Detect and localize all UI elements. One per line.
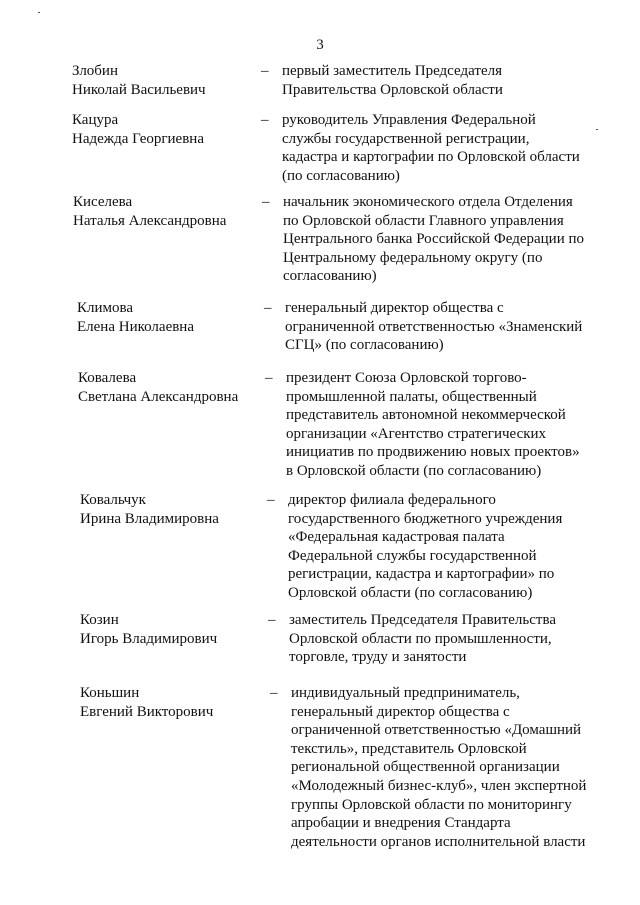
position-line: группы Орловской области по мониторингу bbox=[291, 796, 572, 813]
member-surname: Климова bbox=[77, 300, 134, 316]
member-position bbox=[282, 111, 602, 185]
position-line: кадастра и картографии по Орловской области bbox=[282, 149, 580, 166]
position-line: СГЦ» (по согласованию) bbox=[285, 337, 444, 354]
member-given-names: Игорь Владимирович bbox=[80, 630, 218, 647]
separator-dash: – bbox=[262, 194, 270, 210]
member-name bbox=[77, 299, 194, 336]
position-line: промышленной палаты, общественный bbox=[286, 388, 537, 405]
position-line: торговле, труду и занятости bbox=[289, 649, 467, 666]
separator-dash: – bbox=[267, 492, 275, 508]
position-line: Федеральной службы государственной bbox=[288, 547, 537, 564]
position-line: генеральный директор общества с bbox=[285, 300, 504, 316]
position-line: согласованию) bbox=[283, 268, 377, 285]
member-given-names: Николай Васильевич bbox=[72, 81, 206, 98]
separator-dash: – bbox=[270, 685, 278, 701]
member-given-names: Надежда Георгиевна bbox=[72, 130, 204, 147]
position-line: заместитель Председателя Правительства bbox=[289, 612, 557, 628]
member-surname: Киселева bbox=[73, 194, 133, 210]
member-name bbox=[80, 491, 219, 528]
position-line: регистрации, кадастра и картографии» по bbox=[288, 566, 555, 583]
member-surname: Коньшин bbox=[80, 685, 140, 701]
position-line: апробации и внедрения Стандарта bbox=[291, 815, 511, 832]
position-line: ограниченной ответственностью «Домашний bbox=[291, 722, 582, 739]
position-line: в Орловской области (по согласованию) bbox=[286, 462, 542, 479]
position-line: президент Союза Орловской торгово- bbox=[286, 370, 527, 386]
position-line: Центральному федеральному округу (по bbox=[283, 249, 543, 266]
separator-dash: – bbox=[261, 63, 269, 79]
position-line: организации «Агентство стратегических bbox=[286, 425, 547, 442]
member-surname: Злобин bbox=[72, 63, 118, 79]
member-name bbox=[80, 611, 217, 648]
member-surname: Ковальчук bbox=[80, 492, 146, 508]
position-line: государственного бюджетного учреждения bbox=[288, 510, 563, 527]
position-line: первый заместитель Председателя bbox=[282, 63, 502, 79]
separator-dash: – bbox=[265, 370, 273, 386]
position-line: «Федеральная кадастровая палата bbox=[288, 529, 505, 546]
scan-speck bbox=[38, 12, 40, 13]
position-line: по Орловской области Главного управления bbox=[283, 212, 564, 229]
position-line: Орловской области по промышленности, bbox=[289, 630, 552, 647]
position-line: региональной общественной организации bbox=[291, 759, 560, 776]
scan-speck bbox=[596, 129, 598, 130]
member-position bbox=[286, 369, 606, 481]
position-line: текстиль», представитель Орловской bbox=[291, 740, 527, 757]
member-position bbox=[285, 299, 605, 355]
position-line: «Молодежный бизнес-клуб», член экспертной bbox=[291, 777, 587, 794]
separator-dash: – bbox=[264, 300, 272, 316]
member-position bbox=[283, 193, 603, 286]
member-given-names: Светлана Александровна bbox=[78, 388, 239, 405]
page-number: 3 bbox=[316, 37, 324, 53]
member-position bbox=[289, 611, 609, 667]
member-name bbox=[78, 369, 238, 406]
member-name bbox=[80, 684, 213, 721]
member-position bbox=[282, 62, 602, 99]
position-line: Правительства Орловской области bbox=[282, 81, 503, 98]
position-line: руководитель Управления Федеральной bbox=[282, 112, 536, 128]
position-line: генеральный директор общества с bbox=[291, 703, 510, 720]
member-given-names: Евгений Викторович bbox=[80, 703, 214, 720]
position-line: Орловской области (по согласованию) bbox=[288, 584, 533, 601]
member-position bbox=[291, 684, 611, 851]
member-surname: Козин bbox=[80, 612, 119, 628]
member-given-names: Наталья Александровна bbox=[73, 212, 227, 229]
position-line: Центрального банка Российской Федерации по bbox=[283, 231, 585, 248]
position-line: индивидуальный предприниматель, bbox=[291, 685, 520, 701]
member-name bbox=[73, 193, 226, 230]
position-line: директор филиала федерального bbox=[288, 492, 496, 508]
position-line: инициатив по продвижению новых проектов» bbox=[286, 444, 580, 461]
member-given-names: Елена Николаевна bbox=[77, 318, 194, 335]
member-name bbox=[72, 62, 206, 99]
separator-dash: – bbox=[261, 112, 269, 128]
member-position bbox=[288, 491, 608, 603]
position-line: (по согласованию) bbox=[282, 167, 400, 184]
member-surname: Кацура bbox=[72, 112, 119, 128]
position-line: представитель автономной некоммерческой bbox=[286, 407, 566, 424]
member-name bbox=[72, 111, 204, 148]
member-given-names: Ирина Владимировна bbox=[80, 510, 219, 527]
member-surname: Ковалева bbox=[78, 370, 137, 386]
position-line: ограниченной ответственностью «Знаменский bbox=[285, 318, 583, 335]
position-line: начальник экономического отдела Отделения bbox=[283, 194, 573, 210]
separator-dash: – bbox=[268, 612, 276, 628]
position-line: деятельности органов исполнительной власти bbox=[291, 833, 586, 850]
position-line: службы государственной регистрации, bbox=[282, 130, 530, 147]
